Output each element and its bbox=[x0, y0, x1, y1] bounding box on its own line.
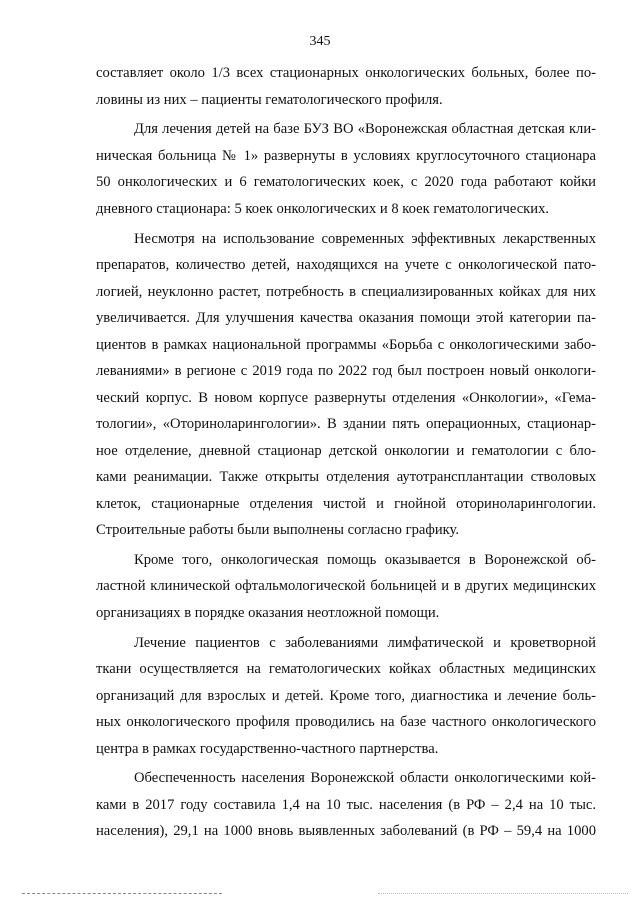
text-line: препаратов, количество детей, находящихся на учете с онкологической пато- bbox=[96, 257, 596, 274]
text-line: ткани осуществляется на гематологических койках областных медицинских bbox=[96, 661, 596, 678]
paragraph bbox=[96, 630, 596, 763]
text-line: ластной клинической офтальмологической больницей и в других медицинских bbox=[96, 578, 596, 595]
text-line: Обеспеченность населения Воронежской области онкологическими кой- bbox=[134, 770, 596, 787]
text-line: ками реанимации. Также открыты отделения аутотрансплантации стволовых bbox=[96, 469, 596, 486]
text-line: организаций для взрослых и детей. Кроме того, диагностика и лечение боль- bbox=[96, 687, 596, 704]
document-body bbox=[96, 60, 596, 845]
text-line: 50 онкологических и 6 гематологических коек, с 2020 года работают койки bbox=[96, 174, 596, 191]
text-line: дневного стационара: 5 коек онкологических и 8 коек гематологических. bbox=[96, 200, 550, 217]
text-line: увеличивается. Для улучшения качества оказания помощи этой категории па- bbox=[96, 310, 596, 327]
text-line: ное отделение, дневной стационар детской онкологии и гематологии с бло- bbox=[96, 442, 596, 459]
bottom-rule-faint bbox=[378, 893, 628, 894]
text-line: тологии», «Оториноларингологии». В здании пять операционных, стационар- bbox=[96, 416, 596, 433]
text-line: леваниями» в регионе с 2019 года по 2022 год был построен новый онкологи- bbox=[96, 363, 596, 380]
text-line: логией, неуклонно растет, потребность в специализированных койках для них bbox=[96, 283, 596, 300]
text-line: населения), 29,1 на 1000 вновь выявленных заболеваний (в РФ – 59,4 на 1000 bbox=[96, 823, 596, 840]
text-line: Строительные работы были выполнены согласно графику. bbox=[96, 522, 459, 539]
text-line: организациях в порядке оказания неотложной помощи. bbox=[96, 604, 440, 621]
text-line: Несмотря на использование современных эффективных лекарственных bbox=[134, 230, 596, 247]
text-line: Кроме того, онкологическая помощь оказывается в Воронежской об- bbox=[134, 551, 596, 568]
paragraph bbox=[96, 116, 596, 222]
text-line: ловины из них – пациенты гематологического профиля. bbox=[96, 91, 443, 108]
paragraph bbox=[96, 765, 596, 845]
text-line: клеток, стационарные отделения чистой и гнойной оториноларингологии. bbox=[96, 495, 596, 512]
paragraph bbox=[96, 60, 596, 113]
text-line: составляет около 1/3 всех стационарных онкологических больных, более по- bbox=[96, 65, 596, 81]
text-line: ческий корпус. В новом корпусе развернуты отделения «Онкологии», «Гема- bbox=[96, 389, 596, 406]
text-line: Для лечения детей на базе БУЗ ВО «Воронежская областная детская кли- bbox=[134, 121, 596, 138]
paragraph bbox=[96, 547, 596, 627]
paragraph bbox=[96, 226, 596, 544]
text-line: Лечение пациентов с заболеваниями лимфатической и кроветворной bbox=[134, 634, 596, 651]
text-line: ками в 2017 году составила 1,4 на 10 тыс. населения (в РФ – 2,4 на 10 тыс. bbox=[96, 796, 596, 813]
page-number: 345 bbox=[309, 34, 331, 49]
text-line: ническая больница № 1» развернуты в условиях круглосуточного стационара bbox=[96, 147, 596, 164]
text-line: центра в рамках государственно-частного партнерства. bbox=[96, 740, 439, 757]
text-line: ных онкологического профиля проводились на базе частного онкологического bbox=[96, 714, 596, 731]
bottom-rule bbox=[22, 893, 222, 894]
text-line: циентов в рамках национальной программы «Борьба с онкологическими забо- bbox=[96, 336, 596, 353]
